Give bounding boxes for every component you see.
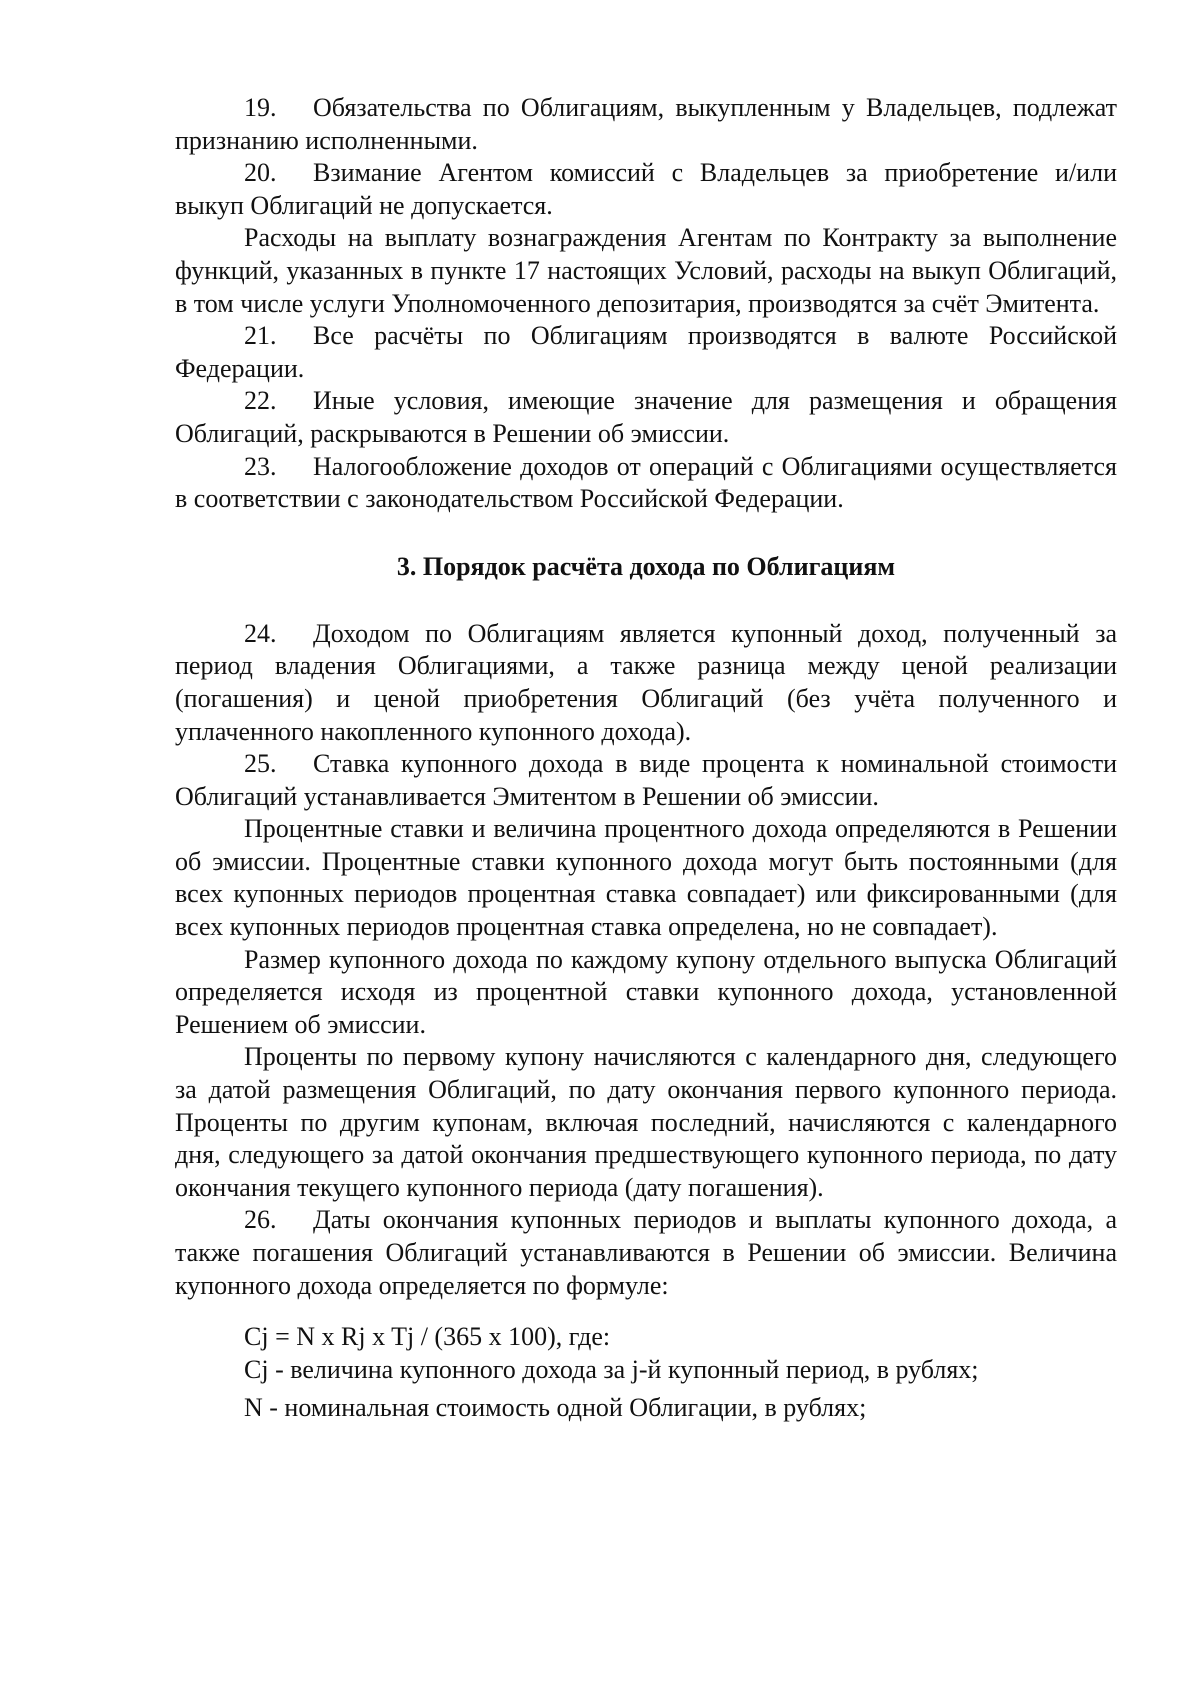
formula-definition-cj: Cj - величина купонного дохода за j-й купонный период, в рублях; bbox=[244, 1354, 979, 1384]
paragraph-number: 20. bbox=[244, 158, 277, 188]
paragraph-26 bbox=[175, 1204, 1117, 1302]
paragraph-text: Размер купонного дохода по каждому купону отдельного выпуска Облигаций определяется исходя из процентной ставки купонного дохода, установленной Решением об эмиссии. bbox=[175, 944, 1117, 1039]
paragraph-text: Иные условия, имеющие значение для размещения и обращения Облигаций, раскрываются в Решении об эмиссии. bbox=[175, 386, 1117, 448]
paragraph-text: Взимание Агентом комиссий с Владельцев за приобретение и/или выкуп Облигаций не допускается. bbox=[175, 158, 1117, 220]
paragraph-text: Проценты по первому купону начисляются с календарного дня, следующего за датой размещения Облигаций, по дату окончания первого купонного периода. Проценты по другим купонам, включая последний, начисляются с календарного дня, следующего за датой окончания предшествующего купонного периода, по дату окончания текущего купонного периода (дату погашения). bbox=[175, 1042, 1117, 1202]
paragraph-text: Процентные ставки и величина процентного дохода определяются в Решении об эмиссии. Процентные ставки купонного дохода могут быть постоянными (для всех купонных периодов процентная ставка совпадает) или фиксированными (для всех купонных периодов процентная ставка определена, но не совпадает). bbox=[175, 814, 1117, 942]
paragraph-coupon-size bbox=[175, 944, 1117, 1042]
paragraph-interest-accrual bbox=[175, 1041, 1117, 1204]
paragraph-21 bbox=[175, 320, 1117, 385]
paragraph-number: 21. bbox=[244, 321, 277, 351]
paragraph-expenses bbox=[175, 222, 1117, 320]
paragraph-number: 23. bbox=[244, 451, 277, 481]
paragraph-text: Даты окончания купонных периодов и выплаты купонного дохода, а также погашения Облигаций устанавливаются в Решении об эмиссии. Величина купонного дохода определяется по формуле: bbox=[175, 1205, 1117, 1300]
paragraph-number: 25. bbox=[244, 749, 277, 779]
formula-definition-n: N - номинальная стоимость одной Облигации, в рублях; bbox=[244, 1393, 867, 1423]
paragraph-20 bbox=[175, 157, 1117, 222]
paragraph-interest-rates bbox=[175, 813, 1117, 943]
formula-line: Cj = N x Rj x Tj / (365 x 100), где: bbox=[244, 1322, 611, 1352]
paragraph-number: 19. bbox=[244, 93, 277, 122]
paragraph-19 bbox=[175, 92, 1117, 157]
paragraph-22 bbox=[175, 385, 1117, 450]
section-heading: 3. Порядок расчёта дохода по Облигациям bbox=[396, 551, 896, 581]
paragraph-24 bbox=[175, 618, 1117, 748]
paragraph-text: Расходы на выплату вознаграждения Агентам по Контракту за выполнение функций, указанных в пункте 17 настоящих Условий, расходы на выкуп Облигаций, в том числе услуги Уполномоченного депозитария, производятся за счёт Эмитента. bbox=[175, 223, 1117, 318]
paragraph-number: 22. bbox=[244, 386, 277, 416]
paragraph-23 bbox=[175, 451, 1117, 516]
paragraph-25 bbox=[175, 748, 1117, 813]
document-body bbox=[175, 92, 1117, 1425]
paragraph-text: Ставка купонного дохода в виде процента к номинальной стоимости Облигаций устанавливается Эмитентом в Решении об эмиссии. bbox=[175, 749, 1117, 811]
paragraph-number: 26. bbox=[244, 1205, 277, 1235]
paragraph-text: Доходом по Облигациям является купонный доход, полученный за период владения Облигациями, а также разница между ценой реализации (погашения) и ценой приобретения Облигаций (без учёта полученного и уплаченного накопленного купонного дохода). bbox=[175, 618, 1117, 746]
paragraph-text: Обязательства по Облигациям, выкупленным у Владельцев, подлежат признанию исполненными. bbox=[175, 93, 1117, 155]
paragraph-text: Все расчёты по Облигациям производятся в валюте Российской Федерации. bbox=[175, 321, 1117, 383]
paragraph-text: Налогообложение доходов от операций с Облигациями осуществляется в соответствии с законодательством Российской Федерации. bbox=[175, 451, 1117, 514]
paragraph-number: 24. bbox=[244, 618, 277, 648]
